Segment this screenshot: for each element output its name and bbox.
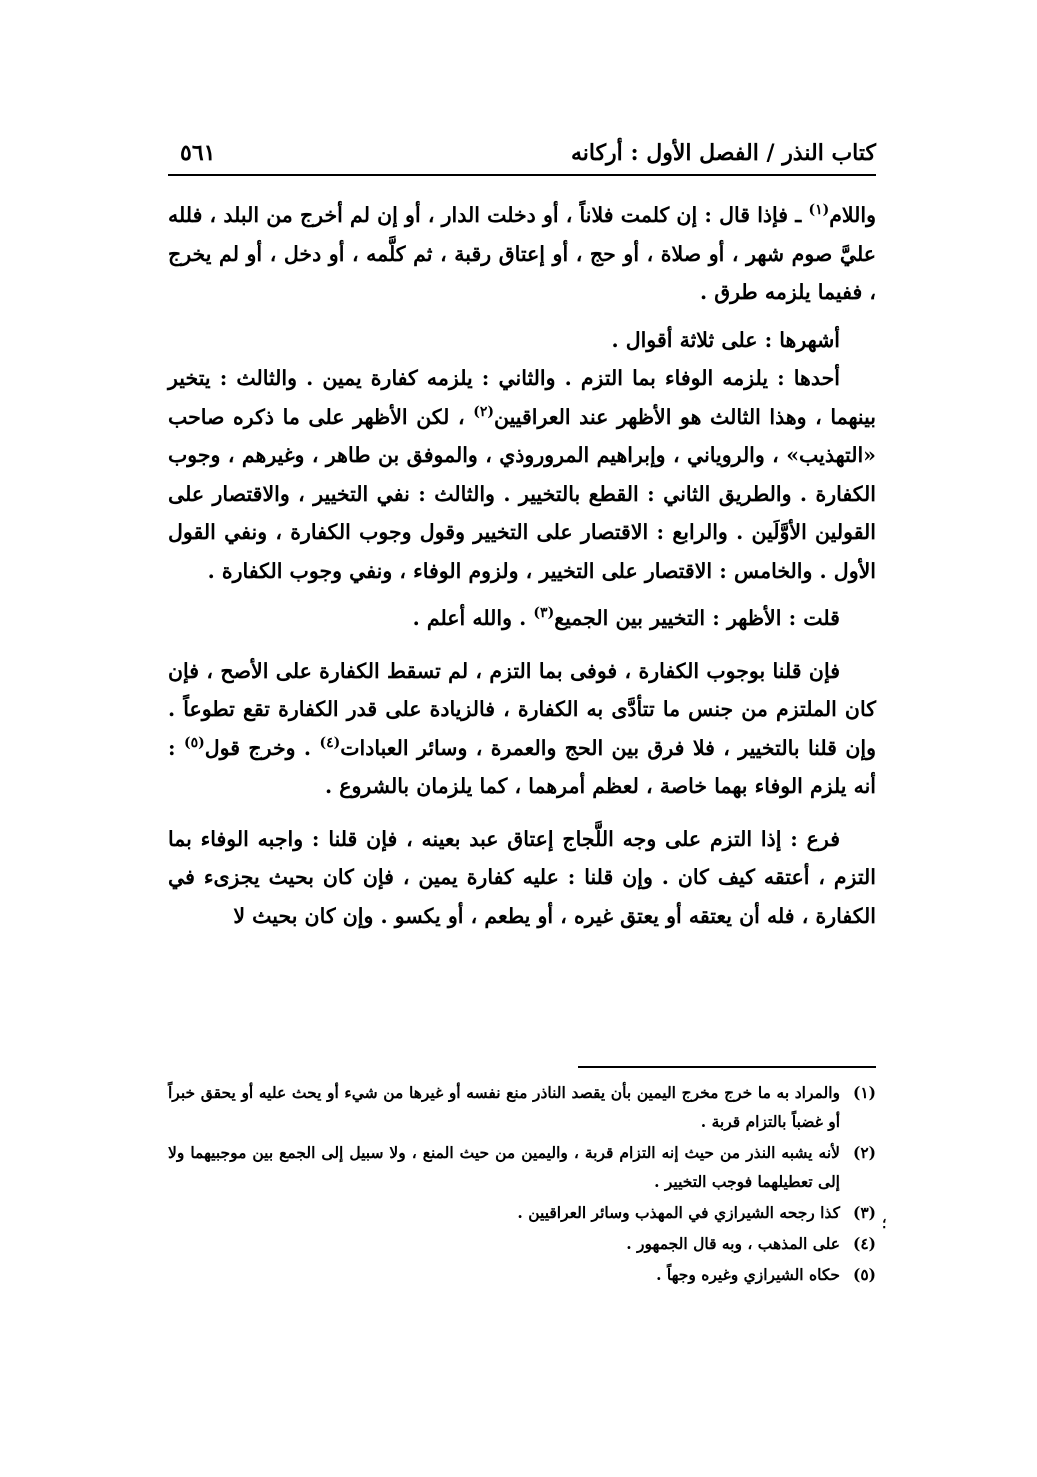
paragraph-4-text-a: قلت : الأظهر : التخيير بين الجميع: [554, 606, 840, 630]
paragraph-2: أشهرها : على ثلاثة أقوال .: [611, 327, 840, 352]
paragraph-5-text-b: . وخرج قول: [204, 735, 320, 760]
main-text: [168, 196, 876, 935]
paragraph-3: [168, 359, 876, 590]
footnote-number: (١): [852, 1083, 876, 1102]
footnote-text: لأنه يشبه النذر من حيث إنه التزام قربة ، واليمين من حيث المنع ، ولا سبيل إلى الجمع بين موجبيهما ولا إلى تعطيلهما فوجب التخيير .: [168, 1143, 840, 1191]
page-number: ٥٦١: [180, 140, 216, 166]
paragraph-1: [168, 196, 876, 312]
footnote-text: كذا رجحه الشيرازي في المهذب وسائر العراقيين .: [517, 1203, 840, 1222]
footnote-number: (٣): [852, 1203, 876, 1222]
paragraph-5-text-c: : أنه يلزم الوفاء بهما خاصة ، لعظم أمرهما ، كما يلزمان بالشروع .: [168, 735, 876, 798]
footnote-ref-2: (٢): [473, 403, 494, 420]
footnote-separator: [578, 1066, 876, 1068]
page-header: [168, 132, 876, 176]
footnote-1: [168, 1078, 876, 1136]
footnote-2: [168, 1138, 876, 1196]
footnote-ref-1: (١): [808, 202, 830, 219]
footnote-text: والمراد به ما خرج مخرج اليمين بأن يقصد الناذر منع نفسه أو غيرها من شيء أو يحث عليه أو يحقق خبراً أو غضباً بالتزام قربة .: [168, 1083, 840, 1131]
footnote-number: (٥): [852, 1265, 876, 1284]
paragraph-4-text-b: . والله أعلم .: [412, 606, 534, 630]
running-title: كتاب النذر / الفصل الأول : أركانه: [570, 140, 876, 166]
paragraph-6: فرع : إذا التزم على وجه اللَّجاج إعتاق عبد بعينه ، فإن قلنا : واجبه الوفاء بما التزم ، أعتقه كيف كان . وإن قلنا : عليه كفارة يمين ، فإن كان بحيث يجزىء في الكفارة ، فله أن يعتقه أو يعتق غيره ، أو يطعم ، أو يكسو . وإن كان بحيث لا: [168, 826, 876, 928]
footnote-text: على المذهب ، وبه قال الجمهور .: [626, 1234, 840, 1253]
footnote-number: (٤): [852, 1234, 876, 1253]
footnote-text: حكاه الشيرازي وغيره وجهاً .: [656, 1265, 840, 1284]
footnote-5: [168, 1260, 876, 1289]
paragraph-1-text-a: واللام: [829, 203, 876, 227]
paragraph-3-text-a: أحدها : يلزمه الوفاء بما التزم . والثاني : يلزمه كفارة يمين . والثالث : يتخير بينهما ، وهذا الثالث هو الأظهر عند العراقيين: [168, 366, 876, 429]
paragraph-3-text-b: ، لكن الأظهر على ما ذكره صاحب «التهذيب» ، والروياني ، وإبراهيم المروروذي ، والموفق بن طاهر ، وغيرهم ، وجوب الكفارة . والطريق الثاني : القطع بالتخيير . والثالث : نفي التخيير ، والاقتصار على القولين الأوَّلَين . والرابع : الاقتصار على التخيير وقول وجوب الكفارة ، ونفي القول الأول . والخامس : الاقتصار على التخيير ، ولزوم الوفاء ، ونفي وجوب الكفارة .: [168, 404, 876, 583]
footnote-ref-5: (٥): [183, 734, 205, 751]
footnote-number: (٢): [852, 1143, 876, 1162]
footnote-ref-3: (٣): [533, 605, 555, 622]
paragraph-5-text-a: فإن قلنا بوجوب الكفارة ، فوفى بما التزم ، لم تسقط الكفارة على الأصح ، فإن كان الملتزم من جنس ما تتأدَّى به الكفارة ، فالزيادة على قدر الكفارة تقع تطوعاً . وإن قلنا بالتخيير ، فلا فرق بين الحج والعمرة ، وسائر العبادات: [168, 658, 876, 760]
footnote-4: [168, 1229, 876, 1258]
paragraph-1-text-b: ـ فإذا قال : إن كلمت فلاناً ، أو دخلت الدار ، أو إن لم أخرج من البلد ، فلله عليَّ صوم شهر ، أو صلاة ، أو حج ، أو إعتاق رقبة ، ثم كلَّمه ، أو دخل ، أو لم يخرج ، ففيما يلزمه طرق .: [168, 203, 877, 304]
stray-mark: ؛: [882, 1216, 887, 1232]
footnote-3: [168, 1198, 876, 1227]
footnote-ref-4: (٤): [319, 734, 341, 751]
paragraph-5: [168, 652, 876, 806]
paragraph-4: [168, 599, 876, 638]
footnotes: [168, 1078, 876, 1291]
